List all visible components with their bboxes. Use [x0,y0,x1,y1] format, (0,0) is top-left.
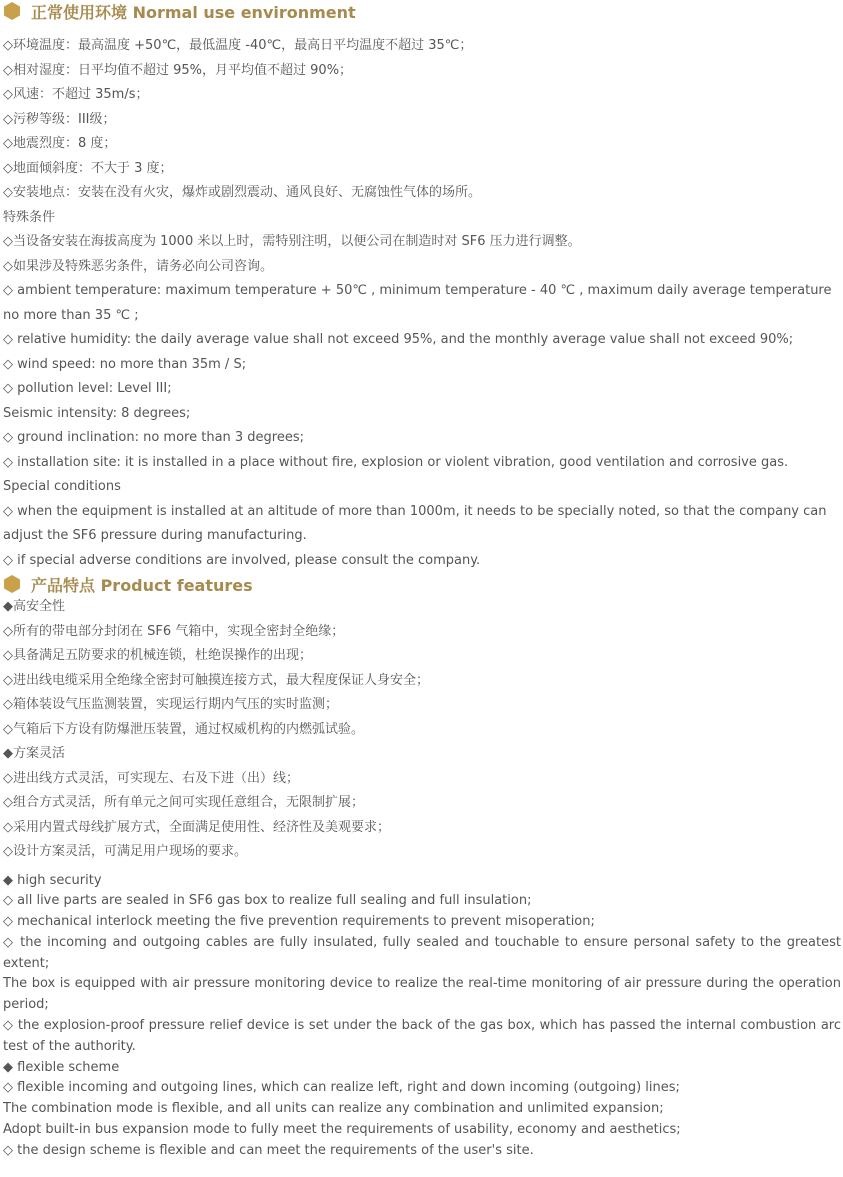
section-heading-text: 产品特点 Product features [31,575,253,595]
text-line: ◇如果涉及特殊恶劣条件，请务必向公司咨询。 [3,258,273,274]
hexagon-icon [3,1,21,21]
text-line: ◇ ground inclination: no more than 3 degrees; [3,430,305,445]
text-line: ◇ the incoming and outgoing cables are fully insulated, fully sealed and touchable to ensure personal safety to the greatest extent; [3,934,841,971]
text-line: ◇ mechanical interlock meeting the five prevention requirements to prevent misoperation; [3,914,595,930]
text-line: ◇进出线电缆采用全绝缘全密封可触摸连接方式，最大程度保证人身安全； [3,672,429,688]
text-line: ◇ if special adverse conditions are involved, please consult the company. [3,552,481,568]
hexagon-icon [3,574,21,594]
text-line: ◇当设备安装在海拔高度为 1000 米以上时，需特别注明，以便公司在制造时对 SF6 压力进行调整。 [3,234,581,249]
text-line: ◆方案灵活 [3,746,65,761]
text-line: ◇地震烈度：8 度； [3,136,117,151]
text-line: ◇具备满足五防要求的机械连锁，杜绝误操作的出现； [3,648,312,663]
text-line: ◇ the explosion-proof pressure relief device is set under the back of the gas box, which has passed the internal combustion arc test of the authority. [3,1018,841,1054]
section-features-english [3,871,841,1162]
text-line: ◇气箱后下方设有防爆泄压装置，通过权威机构的内燃弧试验。 [3,721,364,737]
section-heading-product-features [3,573,841,595]
text-line: ◆ flexible scheme [3,1059,120,1075]
text-line: ◇ installation site: it is installed in a place without fire, explosion or violent vibration, good ventilation and corrosive gas. [3,454,789,470]
text-line: ◇ all live parts are sealed in SF6 gas box to realize full sealing and full insulation; [3,893,532,909]
text-line: ◇设计方案灵活，可满足用户现场的要求。 [3,844,247,859]
text-line: ◇风速：不超过 35m/s； [3,87,149,102]
text-line: ◇环境温度：最高温度 +50℃，最低温度 -40℃，最高日平均温度不超过 35℃； [3,38,473,53]
text-line: Adopt built-in bus expansion mode to fully meet the requirements of usability, economy and aesthetics; [3,1122,681,1138]
text-line: ◇ pollution level: Level III; [3,381,172,396]
text-line: ◇ ambient temperature: maximum temperature + 50℃ , minimum temperature - 40 ℃ , maximum daily average temperature no more than 35 ℃ ; [3,283,832,323]
text-line: ◇ flexible incoming and outgoing lines, which can realize left, right and down incoming (outgoing) lines; [3,1080,680,1096]
text-line: The combination mode is flexible, and all units can realize any combination and unlimited expansion; [3,1101,664,1117]
text-line: ◇组合方式灵活，所有单元之间可实现任意组合，无限制扩展； [3,795,364,810]
text-line: ◇安装地点：安装在没有火灾，爆炸或剧烈震动、通风良好、无腐蚀性气体的场所。 [3,185,481,200]
text-line: Seismic intensity: 8 degrees; [3,405,191,421]
text-line: ◆ high security [3,872,102,888]
text-line: ◇进出线方式灵活，可实现左、右及下进（出）线； [3,770,299,786]
text-line: ◇ wind speed: no more than 35m / S; [3,356,247,372]
text-line: The box is equipped with air pressure monitoring device to realize the real-time monitoring of air pressure during the operation period; [3,976,841,1013]
text-line: ◇采用内置式母线扩展方式，全面满足使用性、经济性及美观要求； [3,819,390,835]
text-line: ◇箱体装设气压监测装置，实现运行期内气压的实时监测； [3,697,338,712]
text-line: Special conditions [3,479,121,494]
text-line: ◇ the design scheme is flexible and can meet the requirements of the user's site. [3,1142,534,1158]
text-line: ◇ when the equipment is installed at an altitude of more than 1000m, it needs to be specially noted, so that the company can adjust the SF6 pressure during manufacturing. [3,503,827,543]
text-line: ◇相对湿度：日平均值不超过 95%，月平均值不超过 90%； [3,62,353,78]
section-normal-use-body [3,34,841,573]
section-heading-normal-use [3,0,841,22]
text-line: ◇ relative humidity: the daily average value shall not exceed 95%, and the monthly average value shall not exceed 90%; [3,332,794,347]
text-line: ◇地面倾斜度：不大于 3 度； [3,160,173,176]
text-line: 特殊条件 [3,209,56,225]
text-line: ◆高安全性 [3,599,65,614]
section-heading-text: 正常使用环境 Normal use environment [31,2,356,22]
text-line: ◇污秽等级：III级； [3,111,116,127]
section-features-chinese [3,595,841,865]
text-line: ◇所有的带电部分封闭在 SF6 气箱中，实现全密封全绝缘； [3,623,345,639]
